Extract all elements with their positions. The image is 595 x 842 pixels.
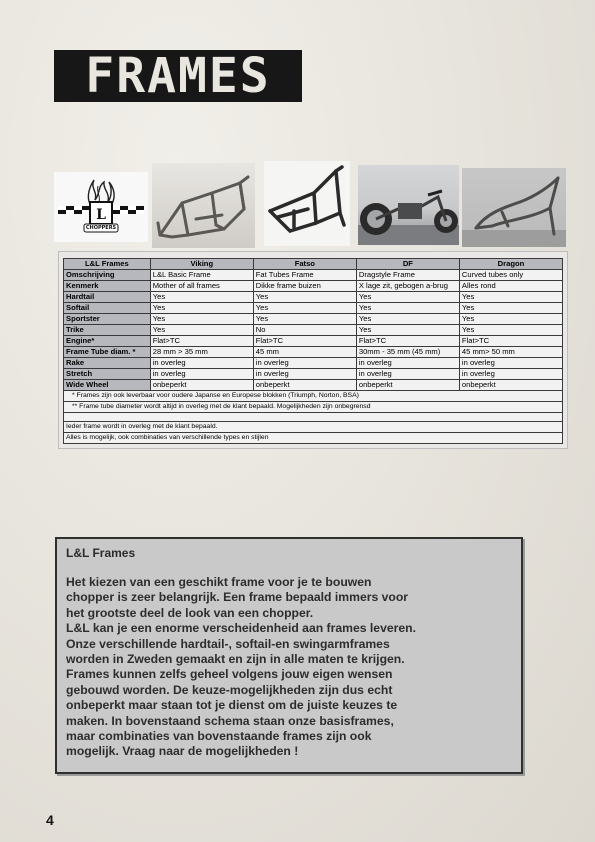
description-line: worden in Zweden gemaakt en zijn in alle maten te krijgen.	[66, 652, 405, 667]
description-line: maken. In bovenstaand schema staan onze basisframes,	[66, 713, 394, 728]
table-cell: in overleg	[150, 358, 253, 369]
row-label: Wide Wheel	[64, 380, 151, 391]
table-row	[64, 303, 563, 314]
table-cell: Flat>TC	[459, 336, 562, 347]
table-cell: Yes	[253, 292, 356, 303]
column-header: Dragon	[459, 259, 562, 270]
table-cell: onbeperkt	[253, 380, 356, 391]
table-cell: 28 mm > 35 mm	[150, 347, 253, 358]
table-cell: Mother of all frames	[150, 281, 253, 292]
table-cell: Yes	[459, 325, 562, 336]
table-cell: Yes	[150, 303, 253, 314]
table-cell: Flat>TC	[150, 336, 253, 347]
column-header: Fatso	[253, 259, 356, 270]
table-cell: onbeperkt	[150, 380, 253, 391]
table-note-row	[64, 391, 563, 402]
table-cell: Yes	[150, 314, 253, 325]
table-cell: onbeperkt	[356, 380, 459, 391]
row-label: Softail	[64, 303, 151, 314]
description-line: chopper is zeer belangrijk. Een frame bepaald immers voor	[66, 590, 409, 605]
table-row	[64, 270, 563, 281]
row-label: Stretch	[64, 369, 151, 380]
table-footer-row	[64, 433, 563, 444]
table-cell: Flat>TC	[253, 336, 356, 347]
column-header: DF	[356, 259, 459, 270]
table-cell: Dikke frame buizen	[253, 281, 356, 292]
table-cell: No	[253, 325, 356, 336]
table-header-row	[64, 259, 563, 270]
row-label: Rake	[64, 358, 151, 369]
description-line: L&L kan je een enorme verscheidenheid aan frames leveren.	[66, 621, 416, 636]
table-footer-row	[64, 422, 563, 433]
table-cell: onbeperkt	[459, 380, 562, 391]
table-cell: Yes	[356, 292, 459, 303]
description-box	[55, 537, 523, 774]
row-label: Sportster	[64, 314, 151, 325]
table-row	[64, 369, 563, 380]
fatso-frame-photo	[264, 161, 350, 246]
df-bike-photo	[358, 165, 459, 245]
logo-graphic	[54, 172, 148, 242]
table-cell: Yes	[150, 292, 253, 303]
table-cell: Yes	[459, 292, 562, 303]
table-cell: 30mm - 35 mm (45 mm)	[356, 347, 459, 358]
table-cell: L&L Basic Frame	[150, 270, 253, 281]
description-line: Onze verschillende hardtail-, softail-en swingarmframes	[66, 636, 390, 651]
table-row	[64, 325, 563, 336]
table-cell: in overleg	[459, 358, 562, 369]
table-cell: in overleg	[150, 369, 253, 380]
table-cell: Yes	[356, 325, 459, 336]
logo-label: CHOPPERS	[85, 225, 117, 231]
table-row	[64, 314, 563, 325]
table-cell: in overleg	[459, 369, 562, 380]
table-footer-line: Ieder frame wordt in overleg met de klant bepaald.	[64, 422, 563, 433]
frames-comparison-panel	[58, 251, 568, 449]
table-note-row	[64, 402, 563, 413]
table-cell: Yes	[150, 325, 253, 336]
table-cell: Dragstyle Frame	[356, 270, 459, 281]
table-cell: Flat>TC	[356, 336, 459, 347]
table-cell: Curved tubes only	[459, 270, 562, 281]
table-spacer-row	[64, 413, 563, 422]
table-cell: Yes	[356, 314, 459, 325]
table-footer-line: Alles is mogelijk, ook combinaties van verschillende types en stijlen	[64, 433, 563, 444]
description-heading: L&L Frames	[66, 546, 136, 560]
table-row	[64, 336, 563, 347]
column-header: Viking	[150, 259, 253, 270]
row-label: Trike	[64, 325, 151, 336]
column-header: L&L Frames	[64, 259, 151, 270]
table-cell: in overleg	[356, 358, 459, 369]
row-label: Kenmerk	[64, 281, 151, 292]
table-cell: Yes	[356, 303, 459, 314]
brand-logo	[54, 172, 148, 242]
page-number: 4	[46, 812, 54, 828]
page-title: FRAMES	[54, 50, 302, 102]
table-row	[64, 292, 563, 303]
description-line: maar combinaties van bovenstaande frames zijn ook	[66, 729, 372, 744]
table-row	[64, 347, 563, 358]
table-row	[64, 358, 563, 369]
table-cell: X lage zit, gebogen a-brug	[356, 281, 459, 292]
viking-frame-photo	[152, 163, 255, 248]
description-line: Frames kunnen zelfs geheel volgens jouw eigen wensen	[66, 667, 393, 682]
table-cell: in overleg	[253, 358, 356, 369]
row-label: Hardtail	[64, 292, 151, 303]
table-cell: 45 mm> 50 mm	[459, 347, 562, 358]
table-cell: Fat Tubes Frame	[253, 270, 356, 281]
table-cell: 45 mm	[253, 347, 356, 358]
table-cell: Alles rond	[459, 281, 562, 292]
table-spacer	[64, 413, 563, 422]
row-label: Engine*	[64, 336, 151, 347]
description-line: het grootste deel de look van een chopper.	[66, 605, 314, 620]
svg-text:L: L	[96, 207, 106, 223]
table-note: ** Frame tube diameter wordt altijd in overleg met de klant bepaald. Mogelijkheden zijn onbegrensd	[64, 402, 563, 413]
row-label: Frame Tube diam. *	[64, 347, 151, 358]
dragon-frame-photo	[462, 168, 566, 247]
description-line: Het kiezen van een geschikt frame voor je te bouwen	[66, 575, 372, 589]
table-cell: Yes	[459, 314, 562, 325]
description-text	[66, 575, 516, 760]
table-cell: Yes	[459, 303, 562, 314]
table-row	[64, 281, 563, 292]
table-cell: in overleg	[253, 369, 356, 380]
table-cell: Yes	[253, 314, 356, 325]
table-row	[64, 380, 563, 391]
description-line: mogelijk. Vraag naar de mogelijkheden !	[66, 744, 299, 759]
table-note: * Frames zijn ook leverbaar voor oudere Japanse en Europese blokken (Triumph, Norton, BSA)	[64, 391, 563, 402]
description-line: gebouwd worden. De keuze-mogelijkheden zijn dus echt	[66, 682, 393, 697]
table-cell: in overleg	[356, 369, 459, 380]
description-line: onbeperkt maar staan tot je dienst om de juiste keuzes te	[66, 698, 398, 713]
frames-comparison-table	[63, 258, 563, 444]
row-label: Omschrijving	[64, 270, 151, 281]
table-cell: Yes	[253, 303, 356, 314]
